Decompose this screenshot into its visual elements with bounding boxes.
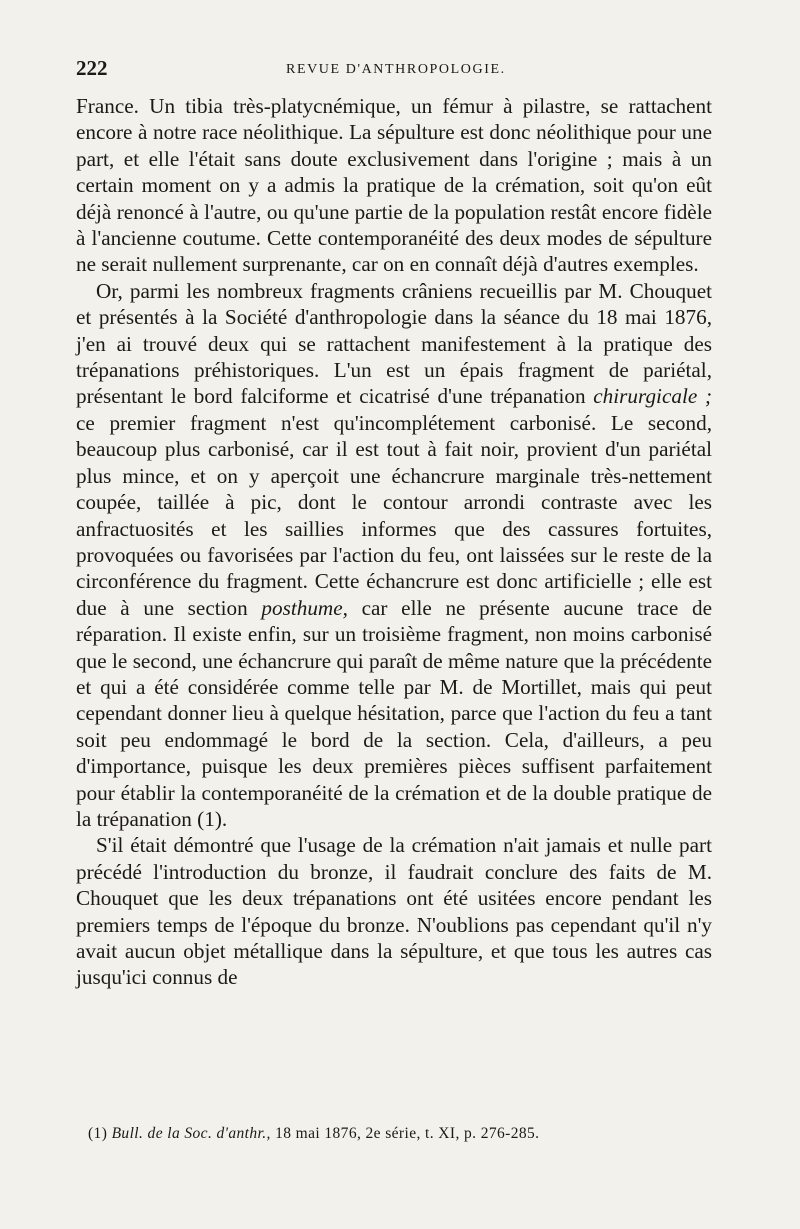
paragraph-2-part-1: Or, parmi les nombreux fragments crâniens recueillis par M. Chouquet et présentés à la Société d'anthropologie dans la séance du 18 mai 1876, j'en ai trouvé deux qui se rattachent manifestement à la pratique des trépanations préhistoriques. L'un est un épais fragment de pariétal, présentant le bord falciforme et cicatrisé d'une trépanation <box>76 278 712 409</box>
footnote <box>88 1125 708 1143</box>
page-number: 222 <box>76 56 108 80</box>
page-header <box>76 56 716 86</box>
paragraph-3: S'il était démontré que l'usage de la crémation n'ait jamais et nulle part précédé l'introduction du bronze, il faudrait conclure des faits de M. Chouquet que les deux trépanations ont été usitées encore pendant les premiers temps de l'époque du bronze. N'oublions pas cependant qu'il n'y avait aucun objet métallique dans la sépulture, et que tous les autres cas jusqu'ici connus de <box>76 833 712 990</box>
paragraph-2-part-3: car elle ne présente aucune trace de réparation. Il existe enfin, sur un troisième fragment, non moins carbonisé que le second, une échancrure qui paraît de même nature que la précédente et qui a été considérée comme telle par M. de Mortillet, mais qui peut cependant donner lieu à quelque hésitation, parce que l'action du feu a tant soit peu endommagé le bord de la section. Cela, d'ailleurs, a peu d'importance, puisque les deux premières pièces suffisent parfaitement pour établir la contemporanéité de la crémation et de la double pratique de la trépanation (1). <box>76 595 712 831</box>
footnote-marker: (1) <box>88 1125 108 1142</box>
italic-chirurgicale: chirurgicale ; <box>593 384 712 409</box>
paragraph-1: France. Un tibia très-platycnémique, un fémur à pilastre, se rattachent encore à notre race néolithique. La sépulture est donc néolithique pour une part, et elle l'était sans doute exclusivement dans l'origine ; mais à un certain moment on y a admis la pratique de la crémation, soit qu'on eût déjà renoncé à l'autre, ou qu'une partie de la population restât encore fidèle à l'ancienne coutume. Cette contemporanéité des deux modes de sépulture ne serait nullement surprenante, car on en connaît déjà d'autres exemples. <box>76 94 712 277</box>
paragraph-2 <box>76 278 712 833</box>
paragraph-2-part-2: ce premier fragment n'est qu'incomplétement carbonisé. Le second, beaucoup plus carbonisé, car il est tout à fait noir, provient d'un pariétal plus mince, et on y aperçoit une échancrure marginale très-nettement coupée, taillée à pic, dont le contour arrondi contraste avec les anfractuosités et les saillies informes que des cassures fortuites, provoquées ou favorisées par l'action du feu, ont laissées sur le reste de la circonférence du fragment. Cette échancrure est donc artificielle ; elle est due à une section <box>76 410 712 620</box>
footnote-text: 18 mai 1876, 2e série, t. XI, p. 276-285. <box>270 1125 540 1142</box>
body-text <box>76 93 712 991</box>
footnote-source: Bull. de la Soc. d'anthr., <box>111 1125 271 1142</box>
italic-posthume: posthume, <box>261 595 348 620</box>
running-title: REVUE D'ANTHROPOLOGIE. <box>286 62 506 77</box>
